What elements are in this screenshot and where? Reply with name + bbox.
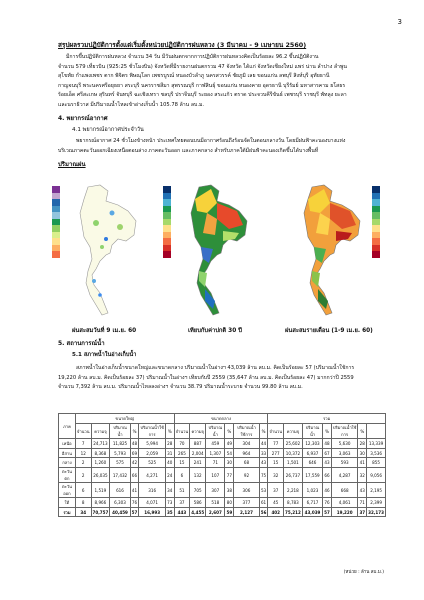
normal-comparison-caption: เทียบกับค่าปกติ 30 ปี [188,328,242,334]
table-cell: 132 [190,468,206,483]
table-cell: 17,432 [110,468,130,483]
table-cell: 48 [323,439,332,449]
table-cell: 28 [358,439,367,449]
section4-title: 4. พยากรณ์อากาศ [58,115,108,122]
summary-line: สุโขทัย กำแพงเพชร ตาก พิจิตร พิษณุโลก เพชรบูรณ์ หนองบัวลำภู นครสวรรค์ ชัยภูมิ เลย ขอนแก่น ลพบุรี สิงห์บุรี อุทัยธานี [58,73,330,79]
table-cell: 61 [259,498,268,508]
percent-header: % [358,424,367,439]
table-cell: 46 [323,483,332,498]
table-cell: 37 [174,498,190,508]
table-cell: 45 [268,498,284,508]
usable-header: ปริมาณน้ำใช้การ [234,424,260,439]
table-cell: 70 [174,439,190,449]
table-cell: 92 [234,468,260,483]
table-cell: 43,039 [302,507,322,517]
table-cell: 54 [225,448,234,458]
forecast-line: บริเวณภาคตะวันออกเฉียงเหนือตอนล่าง ภาคตะวันออก และภาคกลาง สำหรับภาคใต้มีฝนฟ้าคะนองเกิดขึ้นได้บางพื้นที่ [58,147,319,154]
table-cell: 13,339 [367,439,386,449]
table-cell: 34 [75,507,91,517]
table-cell: 40 [165,458,174,468]
table-cell: 4,061 [331,498,358,508]
table-cell: 241 [190,458,206,468]
table-cell: 77 [225,468,234,483]
summary-line: มีการขึ้นปฏิบัติการฝนหลวง จำนวน 34 วัน มีวันฝนตกจากการปฏิบัติการฝนหลวงคิดเป็นร้อยละ 96.2 ขึ้นปฏิบัติงาน [66,54,319,60]
table-cell: 42 [130,458,139,468]
table-cell: 32 [268,468,284,483]
table-cell: 44 [259,439,268,449]
region-header: ภาค [59,414,76,439]
table-cell: 43 [323,458,332,468]
table-cell: 4,455 [190,507,206,517]
table-cell: 19,220 [331,507,358,517]
table-cell: 38 [225,483,234,498]
summary-line: และนราธิวาส มีปริมาณน้ำไหลเข้าอ่างเก็บน้ำ 105.78 ล้าน ลบ.ม. [58,101,205,108]
reservoir-table [58,413,386,517]
table-cell: 26,737 [284,468,303,483]
summary-line: กาญจนบุรี พระนครศรีอยุธยา สระบุรี นครราชสีมา สุพรรณบุรี กาฬสินธุ์ ขอนแก่น หนองคาย อุดรธานี บุรีรัมย์ มหาสารคาม ยโสธร [58,82,346,89]
summary-line: ร้อยเอ็ด ศรีสะเกษ สุรินทร์ จันทบุรี ฉะเชิงเทรา ชลบุรี ปราจีนบุรี ระยอง สระแก้ว ตราด ประจวบคีรีขันธ์ เพชรบุรี ราชบุรี พัทลุง ยะลา [58,92,347,98]
section4-subtitle: 4.1 พยากรณ์อากาศประจำวัน [72,127,144,133]
table-cell: 70,757 [91,507,110,517]
table-cell: 8,368 [91,448,110,458]
table-cell: 316 [139,483,166,498]
table-cell: 705 [190,483,206,498]
table-cell: 1,023 [302,483,322,498]
volume-header: ปริมาณน้ำ [302,424,322,439]
table-cell: 304 [234,439,260,449]
table-row [59,439,386,449]
count-header: จำนวน [268,424,284,439]
table-cell: 5,994 [139,439,166,449]
table-cell: 443 [174,507,190,517]
water-line: 19,220 ล้าน ลบ.ม. คิดเป็นร้อยละ 37) ปริมาณน้ำในอ่างฯ เทียบกับปี 2559 (35,647 ล้าน ลบ.ม. คิดเป็นร้อยละ 47) มากกว่าปี 2559 [58,374,354,381]
daily-rain-caption: ฝนสะสมวันที่ 9 เม.ย. 60 [72,328,137,334]
table-cell: 887 [190,439,206,449]
table-cell: 2,059 [139,448,166,458]
table-cell: 2 [75,458,91,468]
table-cell: 41 [130,483,139,498]
usable-header: ปริมาณน้ำใช้การ [140,425,164,437]
table-cell: 15 [174,458,190,468]
unit-note: (หน่วย : ล้าน ลบ.ม.) [343,570,384,575]
table-cell: 49 [225,439,234,449]
rain-label: ปริมาณฝน [58,161,86,168]
daily-rain-map [66,183,144,318]
table-cell: 10,372 [284,448,303,458]
table-cell: 377 [234,498,260,508]
table-cell: 76 [130,498,139,508]
table-cell: 75,212 [284,507,303,517]
table-cell: 5,793 [110,448,130,458]
table-cell: 6,717 [302,498,322,508]
table-cell: 9,056 [367,468,386,483]
table-cell: 77 [268,439,284,449]
table-cell: 28 [165,439,174,449]
table-cell: 69 [130,448,139,458]
table-cell: 616 [110,483,130,498]
table-cell: 66 [130,468,139,483]
table-cell: 575 [110,458,130,468]
table-cell: 4,071 [139,498,166,508]
region-cell: ตะวันตก [59,468,76,483]
large-reservoir-header: ขนาดใหญ่ [75,414,174,424]
table-cell: 525 [139,458,166,468]
table-cell: 17,559 [302,468,322,483]
table-cell: 6,937 [302,448,322,458]
table-row [59,468,386,483]
table-cell: 3,536 [367,448,386,458]
normal-comparison-legend [163,186,171,264]
table-cell: 6 [75,483,91,498]
table-cell: 66 [323,468,332,483]
table-cell: 53 [259,483,268,498]
table-cell: 26,035 [91,468,110,483]
table-cell: 24 [165,468,174,483]
region-cell: ใต้ [59,498,76,508]
monthly-rain-caption: ฝนสะสมรายเดือน (1-9 เม.ย. 60) [285,328,373,334]
region-cell: รวม [59,507,76,517]
table-cell: 32 [358,468,367,483]
table-cell: 459 [206,439,225,449]
table-cell: 586 [190,498,206,508]
table-cell: 56 [259,507,268,517]
remaining-header [367,424,386,439]
table-cell: 24,713 [91,439,110,449]
table-cell: 37 [358,507,367,517]
water-line: จำนวน 7,392 ล้าน ลบ.ม. ปริมาณน้ำไหลลงอ่างฯ จำนวน 38.79 ปริมาณน้ำระบาย จำนวน 99.80 ล้าน ลบ.ม. [58,384,303,390]
table-cell: 5,630 [331,439,358,449]
table-cell: 402 [268,507,284,517]
table-cell: 51 [174,483,190,498]
table-cell: 76 [323,498,332,508]
table-cell: 6 [174,468,190,483]
table-cell: 1,307 [206,448,225,458]
summary-line: จำนวน 579 เที่ยวบิน (925:25 ชั่วโมงบิน) จังหวัดที่มีรายงานฝนตกรวม 47 จังหวัด ได้แก่ จังหวัดเชียงใหม่ แพร่ น่าน ลำปาง ลำพูน [58,63,347,70]
table-cell: 25,602 [284,439,303,449]
usable-header: ปริมาณน้ำใช้การ [332,425,357,437]
table-cell: 306 [234,483,260,498]
table-cell: 1,519 [91,483,110,498]
table-cell: 59 [225,507,234,517]
table-cell: 2,218 [284,483,303,498]
table-cell: 4,287 [331,468,358,483]
table-cell: 37 [268,483,284,498]
region-cell: เหนือ [59,439,76,449]
table-cell: 32,173 [367,507,386,517]
table-row [59,483,386,498]
summary-paragraph [58,53,388,110]
forecast-paragraph [58,137,388,156]
table-cell: 30 [358,448,367,458]
table-cell: 35 [165,507,174,517]
table-cell: 41 [358,458,367,468]
table-cell: 68 [234,458,260,468]
table-cell: 6,303 [110,498,130,508]
table-cell: 57 [323,507,332,517]
table-cell: 71 [206,458,225,468]
table-cell: 16,993 [139,507,166,517]
region-cell: ตะวันออก [59,483,76,498]
section5-title: 5. สถานการณ์น้ำ [58,340,105,347]
table-cell: 8,783 [284,498,303,508]
table-row [59,507,386,517]
table-cell: 307 [206,483,225,498]
table-cell: 107 [206,468,225,483]
table-cell: 2,004 [190,448,206,458]
forecast-line: พยากรณ์อากาศ 24 ชั่วโมงข้างหน้า ประเทศไทยตอนบนมีอากาศร้อนถึงร้อนจัดในตอนกลางวัน โดยมีฝนฟ้าคะนองบางแห่ง [76,138,346,144]
percent-header: % [259,424,268,439]
percent-header: % [225,424,234,439]
table-cell: 2,127 [234,507,260,517]
table-cell: 12,303 [302,439,322,449]
table-cell: 8,966 [91,498,110,508]
monthly-rain-legend [372,186,380,264]
capacity-header: ความจุ [284,424,303,439]
table-cell: 33 [259,448,268,458]
table-cell: 277 [268,448,284,458]
volume-header: ปริมาณน้ำ [206,424,225,439]
table-cell: 15 [268,458,284,468]
table-cell: 40,459 [110,507,130,517]
table-cell: 31 [165,448,174,458]
table-cell: 1,260 [91,458,110,468]
table-cell: 3,063 [331,448,358,458]
section5-subtitle: 5.1 สภาพน้ำในอ่างเก็บน้ำ [72,352,137,358]
summary-title: สรุปผลรวมปฏิบัติการตั้งแต่เริ่มตั้งหน่วยปฏิบัติการฝนหลวง (3 มีนาคม - 9 เมษายน 2560) [58,41,307,49]
table-cell: 57 [130,507,139,517]
table-cell: 11,825 [110,439,130,449]
normal-comparison-map [177,183,255,318]
table-cell: 2 [75,468,91,483]
capacity-header: ความจุ [91,424,110,439]
table-cell: 2,195 [367,483,386,498]
table-cell: 593 [331,458,358,468]
total-reservoir-header: รวม [268,414,386,424]
percent-header: % [165,424,174,439]
table-cell: 43 [259,458,268,468]
table-row [59,498,386,508]
page-number: 3 [397,18,402,26]
table-cell: 518 [206,498,225,508]
daily-rain-legend [52,186,60,264]
table-cell: 30 [225,458,234,468]
percent-header: % [130,424,139,439]
volume-header: ปริมาณน้ำ [110,424,130,439]
table-cell: 7 [75,439,91,449]
table-cell: 48 [130,439,139,449]
region-cell: อีสาน [59,448,76,458]
table-cell: 34 [165,483,174,498]
table-cell: 75 [259,468,268,483]
percent-header: % [323,424,332,439]
table-cell: 855 [367,458,386,468]
table-cell: 646 [302,458,322,468]
region-cell: กลาง [59,458,76,468]
table-cell: 4,271 [139,468,166,483]
table-cell: 43 [358,483,367,498]
table-cell: 668 [331,483,358,498]
capacity-header: ความจุ [190,424,206,439]
count-header: จำนวน [174,424,190,439]
table-cell: 12 [75,448,91,458]
table-cell: 2,399 [367,498,386,508]
table-cell: 80 [225,498,234,508]
monthly-rain-map [290,183,368,318]
table-cell: 8 [75,498,91,508]
table-row [59,448,386,458]
medium-reservoir-header: ขนาดกลาง [174,414,268,424]
table-cell: 265 [174,448,190,458]
table-cell: 964 [234,448,260,458]
table-cell: 71 [358,498,367,508]
water-line: สภาพน้ำในอ่างเก็บน้ำขนาดใหญ่และขนาดกลาง ปริมาณน้ำในอ่างฯ 43,039 ล้าน ลบ.ม. คิดเป็นร้อยละ 57 (ปริมาณน้ำใช้การ [76,365,355,371]
table-cell: 1,501 [284,458,303,468]
table-cell: 73 [165,498,174,508]
table-cell: 67 [323,448,332,458]
table-cell: 2,607 [206,507,225,517]
water-paragraph [58,364,388,393]
table-row [59,458,386,468]
count-header: จำนวน [75,424,91,439]
